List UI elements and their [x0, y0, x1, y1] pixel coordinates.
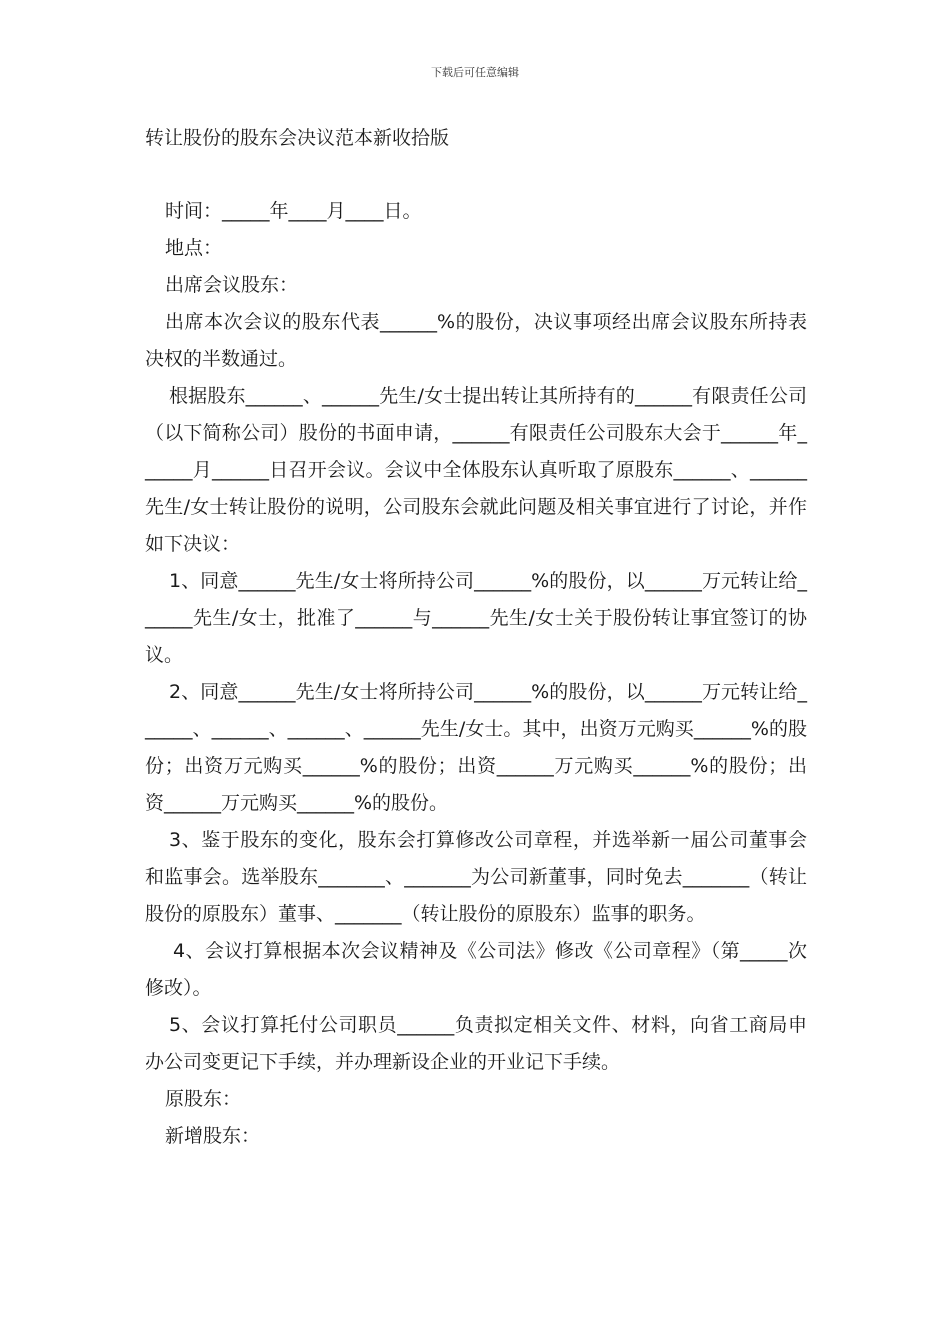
paragraph-resolution-4: 4、会议打算根据本次会议精神及《公司法》修改《公司章程》（第_____次修改）。: [145, 940, 807, 999]
document-body: [145, 193, 807, 1155]
page-header-note: 下载后可任意编辑: [431, 66, 519, 79]
paragraph-resolution-1: 1、同意______先生/女士将所持公司______%的股份，以______万元转让给______先生/女士，批准了______与______先生/女士关于股份转让事宜签订的协议。: [145, 570, 807, 666]
paragraph-resolution-5: 5、会议打算托付公司职员______负责拟定相关文件、材料，向省工商局申办公司变更记下手续，并办理新设企业的开业记下手续。: [145, 1014, 807, 1073]
paragraph-new-shareholders: 新增股东：: [165, 1125, 261, 1147]
paragraph-meeting-time: 时间：_____年____月____日。: [165, 200, 422, 222]
paragraph-voting-rule: 出席本次会议的股东代表______%的股份，决议事项经出席会议股东所持表决权的半数通过。: [145, 311, 807, 370]
document-title: 转让股份的股东会决议范本新收拾版: [145, 127, 450, 149]
paragraph-resolution-2: 2、同意______先生/女士将所持公司______%的股份，以______万元转让给______、______、______、______先生/女士。其中，出资万元购买______%的股份；出资万元购买______%的股份；出资______万元购买______%的股份；出资______万元购买______%的股份。: [145, 681, 807, 814]
paragraph-attending-shareholders: 出席会议股东：: [165, 274, 299, 296]
paragraph-original-shareholders: 原股东：: [165, 1088, 242, 1110]
paragraph-resolution-3: 3、鉴于股东的变化，股东会打算修改公司章程，并选举新一届公司董事会和监事会。选举股东_______、_______为公司新董事，同时免去_______（转让股份的原股东）董事、_______（转让股份的原股东）监事的职务。: [145, 829, 807, 925]
paragraph-background: 根据股东______、______先生/女士提出转让其所持有的______有限责任公司（以下简称公司）股份的书面申请，______有限责任公司股东大会于______年______月______日召开会议。会议中全体股东认真听取了原股东______、______先生/女士转让股份的说明，公司股东会就此问题及相关事宜进行了讨论，并作如下决议：: [145, 385, 807, 555]
paragraph-meeting-location: 地点：: [165, 237, 223, 259]
